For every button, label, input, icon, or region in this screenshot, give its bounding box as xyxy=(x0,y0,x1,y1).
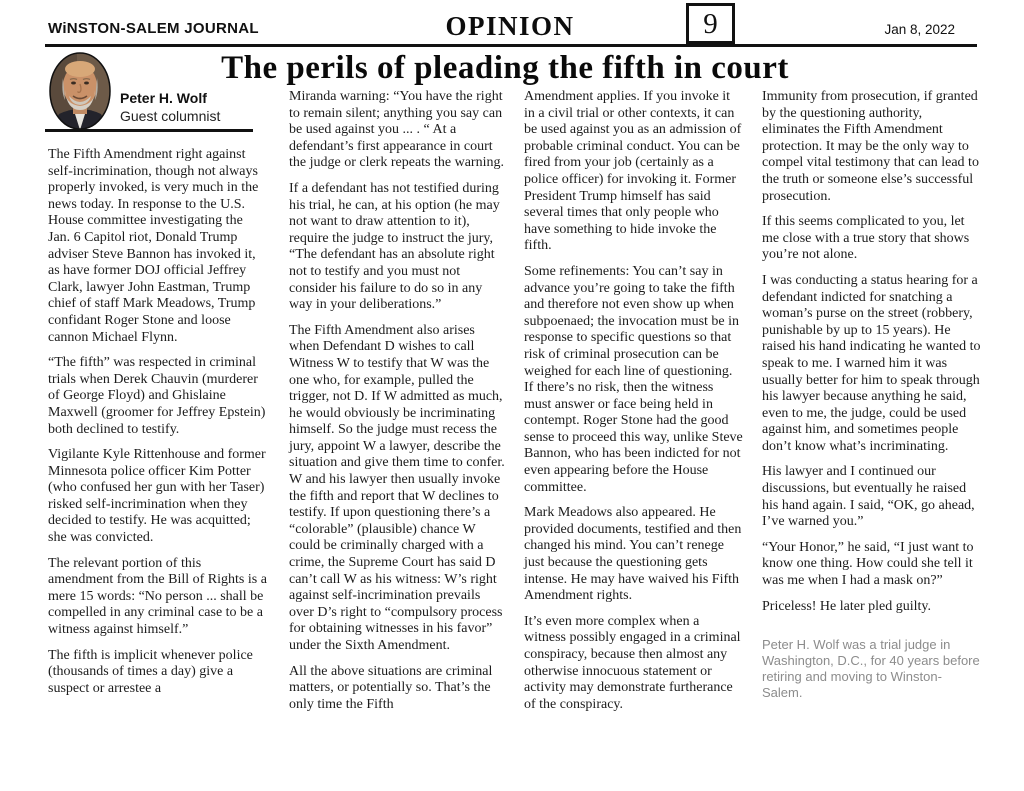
paragraph: Vigilante Kyle Rittenhouse and former Minnesota police officer Kim Potter (who confused her gun with her Taser) risked self-incrimination when they decided to testify. He was acquitted; she was convicted. xyxy=(48,447,266,546)
masthead: WiNSTON-SALEM JOURNAL xyxy=(48,20,259,37)
byline-rule xyxy=(45,129,253,132)
paragraph: Priceless! He later pled guilty. xyxy=(762,598,931,614)
article-column-3 xyxy=(524,89,743,722)
paragraph: If this seems complicated to you, let me close with a true story that shows you’re not alone. xyxy=(762,214,970,263)
paragraph: The Fifth Amendment right against self-incrimination, though not always properly invoked, is very much in the news today. In response to the U.S. House committee investigating the Jan. 6 Capitol riot, Donald Trump adviser Steve Bannon has invoked it, as have former DOJ official Jeffrey Clark, lawyer John Eastman, Trump chief of staff Mark Meadows, Trump confidant Roger Stone and loose cannon Michael Flynn. xyxy=(48,147,259,345)
paragraph: I was conducting a status hearing for a defendant indicted for snatching a woman’s purse on the street (robbery, punishable by up to 15 years). He raised his hand indicating he wanted to speak to me. I warned him it was usually better for him to speak through his lawyer because anything he said, even to me, the judge, could be used against him, and sometimes people don’t know what’s incriminating. xyxy=(762,272,981,454)
article-column-4 xyxy=(762,89,981,709)
date: Jan 8, 2022 xyxy=(884,22,955,37)
header-rule xyxy=(45,44,977,47)
paragraph: His lawyer and I continued our discussions, but eventually he raised his hand again. I said, “OK, go ahead, I’ve warned you.” xyxy=(762,464,975,530)
headline: The perils of pleading the fifth in court xyxy=(221,50,789,86)
paragraph: It’s even more complex when a witness possibly engaged in a criminal conspiracy, because then almost any otherwise innocuous statement or activity may demonstrate furtherance of the conspiracy. xyxy=(524,613,741,712)
article-column-2 xyxy=(289,89,508,722)
paragraph: All the above situations are criminal matters, or potentially so. That’s the only time the Fifth xyxy=(289,663,493,712)
paragraph: Immunity from prosecution, if granted by the questioning authority, eliminates the Fifth Amendment protection. It may be the only way to compel vital testimony that can lead to the truth or someone else’s successful prosecution. xyxy=(762,89,979,204)
paragraph: The Fifth Amendment also arises when Defendant D wishes to call Witness W to testify that W was the one who, for example, pulled the trigger, not D. If W admitted as much, he would obviously be incriminating himself. So the judge must recess the jury, appoint W a lawyer, describe the situation and give them time to confer. W and his lawyer then usually invoke the fifth and report that W declines to testify. If upon questioning there’s a “colorable” (plausible) chance W could be criminally charged with a crime, the Supreme Court has said D can’t call W as his witness: W’s right against self-incrimination prevails over D’s right to “compulsory process for obtaining witnesses in his favor” under the Sixth Amendment. xyxy=(289,322,505,653)
page-number-box xyxy=(686,3,735,44)
page-number: 9 xyxy=(703,8,718,40)
byline-author-role: Guest columnist xyxy=(120,108,221,124)
paragraph: Amendment applies. If you invoke it in a civil trial or other contexts, it can be used against you as an admission of probable criminal conduct. You can be fired from your job (certainly as a police officer) for invoking it. Former President Trump himself has said several times that only people who have something to hide invoke the fifth. xyxy=(524,89,742,254)
paragraph: If a defendant has not testified during his trial, he can, at his option (he may not want to draw attention to it), require the judge to instruct the jury, “The defendant has an absolute right not to testify and you must not consider his failure to do so in any way in your deliberations.” xyxy=(289,180,500,313)
section-title: OPINION xyxy=(445,11,575,41)
paragraph: The relevant portion of this amendment from the Bill of Rights is a mere 15 words: “No person ... shall be compelled in any criminal case to be a witness against himself.” xyxy=(48,555,267,638)
author-photo xyxy=(49,52,111,130)
author-bio: Peter H. Wolf was a trial judge in Washington, D.C., for 40 years before retiring and moving to Winston-Salem. xyxy=(762,637,980,700)
paragraph: Some refinements: You can’t say in advance you’re going to take the fifth and therefore not even show up when subpoenaed; the invocation must be in response to specific questions so that risk of criminal prosecution can be weighed for each line of questioning. If there’s no risk, then the witness must answer or face being held in contempt. Roger Stone had the good sense to proceed this way, unlike Steve Bannon, who has been indicted for not even appearing before the House committee. xyxy=(524,263,743,495)
byline-author-name: Peter H. Wolf xyxy=(120,90,207,106)
paragraph: Miranda warning: “You have the right to remain silent; anything you say can be used against you ... . “ At a defendant’s first appearance in court the judge or clerk repeats the warning. xyxy=(289,89,504,171)
article-column-1 xyxy=(48,147,267,706)
paragraph: “Your Honor,” he said, “I just want to know one thing. How could she tell it was me when I had a mask on?” xyxy=(762,539,974,589)
paragraph: Mark Meadows also appeared. He provided documents, testified and then changed his mind. You can’t renege just because the questioning gets intense. He may have waived his Fifth Amendment rights. xyxy=(524,505,742,604)
paragraph: “The fifth” was respected in criminal trials when Derek Chauvin (murderer of George Floyd) and Ghislaine Maxwell (groomer for Jeffrey Epstein) both declined to testify. xyxy=(48,355,266,437)
paragraph: The fifth is implicit whenever police (thousands of times a day) give a suspect or arrestee a xyxy=(48,647,253,696)
